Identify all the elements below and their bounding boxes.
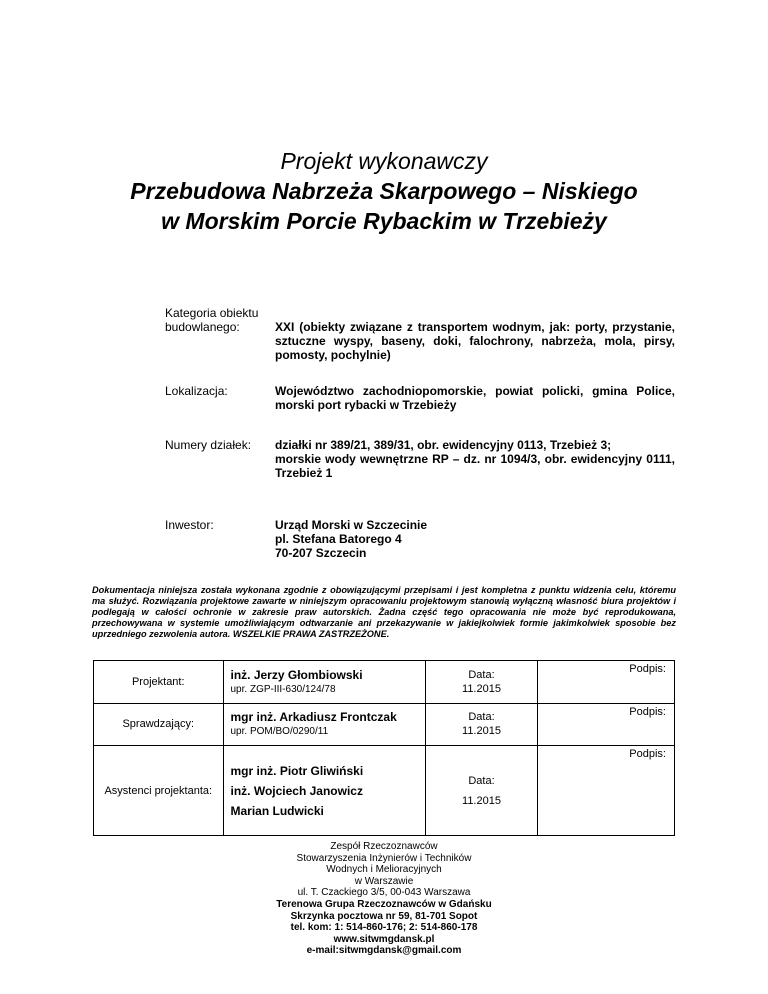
assistant-name-3: Marian Ludwicki <box>230 803 324 818</box>
role-designer: Projektant: <box>94 661 224 704</box>
category-label-line2: budowlanego: <box>165 320 240 334</box>
name-cell-designer <box>223 661 426 704</box>
checker-date: 11.2015 <box>462 725 501 738</box>
name-cell-assistants <box>223 746 426 836</box>
role-assistants: Asystenci projektanta: <box>94 746 224 836</box>
date-cell-designer <box>426 661 537 704</box>
footer-line: Terenowa Grupa Rzeczoznawców w Gdańsku <box>276 898 492 910</box>
footer-email[interactable]: e-mail:sitwmgdansk@gmail.com <box>306 945 462 957</box>
footer-line: Wodnych i Melioracyjnych <box>326 864 442 876</box>
designer-license: upr. ZGP-III-630/124/78 <box>230 683 336 695</box>
footer-contact <box>0 841 768 957</box>
signature-row-designer <box>94 661 675 704</box>
info-row-investor <box>165 518 675 560</box>
title-line-project-location: w Morskim Porcie Rybackim w Trzebieży <box>161 208 607 234</box>
signature-cell-designer <box>537 661 674 704</box>
info-row-plots <box>165 438 675 480</box>
investor-line3: 70-207 Szczecin <box>275 546 367 560</box>
designer-date-label: Data: <box>468 668 495 681</box>
footer-line: tel. kom: 1: 514-860-176; 2: 514-860-178 <box>290 922 478 934</box>
checker-date-label: Data: <box>468 711 495 724</box>
designer-date: 11.2015 <box>462 682 501 695</box>
date-cell-checker <box>426 703 537 746</box>
project-info <box>165 306 675 560</box>
location-label: Lokalizacja: <box>165 384 228 398</box>
investor-label: Inwestor: <box>165 518 214 532</box>
info-row-location <box>165 384 675 412</box>
assistants-date: 11.2015 <box>462 794 501 807</box>
footer-line: w Warszawie <box>354 875 414 887</box>
title-line-project-type: Projekt wykonawczy <box>280 148 488 174</box>
signature-cell-checker <box>537 703 674 746</box>
footer-line: ul. T. Czackiego 3/5, 00-043 Warszawa <box>297 887 471 899</box>
signature-row-assistants <box>94 746 675 836</box>
info-row-category <box>165 306 675 360</box>
designer-sign-label: Podpis: <box>629 663 666 675</box>
date-cell-assistants <box>426 746 537 836</box>
footer-line: Skrzynka pocztowa nr 59, 81-701 Sopot <box>290 910 478 922</box>
category-label-line1: Kategoria obiektu <box>165 306 259 320</box>
plots-value <box>275 438 675 480</box>
copyright-disclaimer: Dokumentacja niniejsza została wykonana zgodnie z obowiązującymi przepisami i jest kompletna z punktu widzenia celu, któremu ma służyć. Rozwiązania projektowe zawarte w niniejszym opracowaniu projektowym stanowią wyłączną własność biura projektów i podlegają w całości ochronie w zakresie praw autorskich. Żadna część tego opracowania nie może być reprodukowana, przechowywana w systemie umożliwiającym odtwarzanie ani przekazywanie w jakiejkolwiek formie jakimkolwiek sposobie bez uprzedniego zezwolenia autora. WSZELKIE PRAWA ZASTRZEŻONE. <box>92 585 676 639</box>
assistants-sign-label: Podpis: <box>629 748 666 761</box>
investor-line1: Urząd Morski w Szczecinie <box>275 518 428 532</box>
role-checker: Sprawdzający: <box>94 703 224 746</box>
category-value: XXI (obiekty związane z transportem wodnym, jak: porty, przystanie, sztuczne wyspy, baseny, doki, falochrony, nabrzeża, mola, pirsy, pomosty, pochylnie) <box>275 320 675 362</box>
assistants-date-label: Data: <box>468 774 495 787</box>
checker-sign-label: Podpis: <box>629 705 666 718</box>
investor-line2: pl. Stefana Batorego 4 <box>275 532 402 546</box>
investor-value <box>275 518 675 560</box>
assistant-name-2: inż. Wojciech Janowicz <box>230 783 363 798</box>
footer-website[interactable]: www.sitwmgdansk.pl <box>333 933 435 945</box>
location-value: Województwo zachodniopomorskie, powiat policki, gmina Police, morski port rybacki w Trzebieży <box>275 384 675 412</box>
checker-name: mgr inż. Arkadiusz Frontczak <box>230 710 397 725</box>
category-label <box>165 306 275 334</box>
document-title <box>0 146 768 236</box>
checker-license: upr. POM/BO/0290/11 <box>230 726 329 738</box>
plots-value-line1: działki nr 389/21, 389/31, obr. ewidencyjny 0113, Trzebież 3; <box>275 438 612 452</box>
signature-cell-assistants <box>537 746 674 836</box>
signature-table <box>93 660 675 836</box>
footer-line: Stowarzyszenia Inżynierów i Techników <box>296 852 472 864</box>
designer-name: inż. Jerzy Głombiowski <box>230 667 363 682</box>
plots-label: Numery działek: <box>165 438 252 452</box>
footer-line: Zespół Rzeczoznawców <box>330 841 438 852</box>
name-cell-checker <box>223 703 426 746</box>
assistant-name-1: mgr inż. Piotr Gliwiński <box>230 763 364 778</box>
signature-row-checker <box>94 703 675 746</box>
title-line-project-name: Przebudowa Nabrzeża Skarpowego – Niskiego <box>130 178 638 204</box>
plots-value-line2: morskie wody wewnętrzne RP – dz. nr 1094/3, obr. ewidencyjny 0111, Trzebież 1 <box>275 452 675 480</box>
